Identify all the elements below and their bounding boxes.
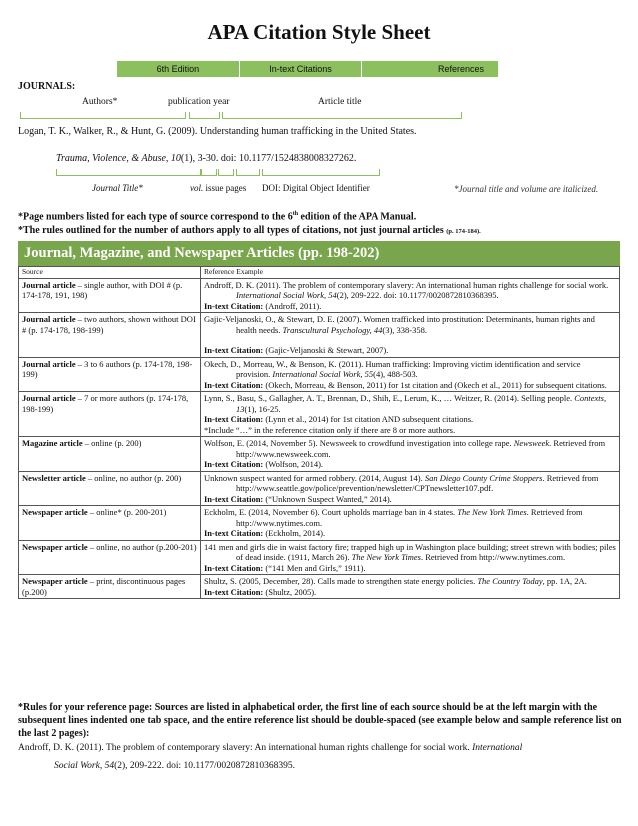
reference-text: Wolfson, E. (2014, November 5). Newsweek to crowdfund investigation into college rape. Newsweek. Retrieved from http://www.newsweek.com. <box>204 438 606 459</box>
table-row <box>19 506 620 541</box>
section-heading: Journal, Magazine, and Newspaper Articles (pp. 198-202) <box>18 241 620 266</box>
intext-citation: In-text Citation: (Wolfson, 2014). <box>204 459 324 469</box>
vol-bracket <box>201 169 217 176</box>
italic-note: *Journal title and volume are italicized. <box>454 184 599 194</box>
example-citation-line2: Trauma, Violence, & Abuse, 10(1), 3-30. doi: 10.1177/1524838008327262. <box>56 153 357 164</box>
reference-cell <box>201 278 620 313</box>
table-row <box>19 357 620 392</box>
reference-text: Gajic-Veljanoski, O., & Stewart, D. E. (2007). Women trafficked into prostitution: Determinants, human rights and health needs. Transcultural Psychology, 44(3), 338-358. <box>204 314 595 335</box>
issue-bracket <box>218 169 234 176</box>
tab-references: References <box>362 61 499 77</box>
source-type: Newspaper article – print, discontinuous pages (p.200) <box>19 575 201 599</box>
tab-bar <box>117 61 499 77</box>
table-body <box>19 278 620 599</box>
reference-cell <box>201 471 620 506</box>
reference-text: Shultz, S. (2005, December, 28). Calls made to strengthen state energy policies. The Country Today, pp. 1A, 2A. <box>204 576 587 586</box>
source-type: Newspaper article – online* (p. 200-201) <box>19 506 201 541</box>
article-title-label: Article title <box>318 97 362 107</box>
authors-bracket <box>20 112 186 119</box>
table-row <box>19 392 620 437</box>
reference-text: 141 men and girls die in waist factory fire; trapped high up in Washington place building; street strewn with bodies; piles of dead inside. (1911, March 26). The New York Times. Retrieved from http://www.nytimes.com. <box>204 541 616 562</box>
reference-text: Androff, D. K. (2011). The problem of contemporary slavery: An international human rights challenge for social work. International Social Work, 54(2), 209-222. doi: 10.1177/0020872810368395. <box>204 279 609 300</box>
note-page-numbers: *Page numbers listed for each type of source correspond to the 6th edition of the APA Manual. <box>18 211 417 223</box>
header-source: Source <box>19 267 201 279</box>
doi-bracket <box>262 169 380 176</box>
table-row <box>19 278 620 313</box>
table-row <box>19 540 620 575</box>
article-bracket <box>222 112 462 119</box>
tab-in-text-citations: In-text Citations <box>240 61 363 77</box>
vol-issue-label: vol. issue pages <box>190 183 247 193</box>
extra-note: *Include “…” in the reference citation only if there are 8 or more authors. <box>204 424 456 435</box>
reference-cell <box>201 575 620 599</box>
source-type: Journal article – 7 or more authors (p. 174-178, 198-199) <box>19 392 201 437</box>
intext-citation: In-text Citation: (Androff, 2011). <box>204 300 322 311</box>
note-authors-rule: *The rules outlined for the number of authors apply to all types of citations, not just journal articles (p. 174-184). <box>18 225 481 236</box>
reference-cell <box>201 357 620 392</box>
intext-citation: In-text Citation: (“141 Men and Girls,” 1911). <box>204 562 366 573</box>
journal-bracket <box>56 169 201 176</box>
pages-bracket <box>236 169 260 176</box>
table-row <box>19 575 620 599</box>
reference-text: Okech, D., Morreau, W., & Benson, K. (2011). Human trafficking: Improving victim identification and service provision. International Social Work, 55(4), 488-503. <box>204 358 581 379</box>
reference-cell <box>201 392 620 437</box>
reference-cell <box>201 540 620 575</box>
authors-label: Authors* <box>82 97 118 107</box>
table-row <box>19 437 620 472</box>
reference-cell <box>201 506 620 541</box>
reference-text: Unknown suspect wanted for armed robbery. (2014, August 14). San Diego County Crime Stoppers. Retrieved from http://www.seattle.gov/police/prevention/newsletter/CPTnewsletter107.pdf. <box>204 472 599 493</box>
intext-citation: In-text Citation: (Lynn et al., 2014) for 1st citation AND subsequent citations. <box>204 414 474 424</box>
pubyear-bracket <box>189 112 220 119</box>
table-row <box>19 471 620 506</box>
reference-example-line1: Androff, D. K. (2011). The problem of contemporary slavery: An international human rights challenge for social work. International <box>18 743 523 753</box>
intext-citation: In-text Citation: (Okech, Morreau, & Benson, 2011) for 1st citation and (Okech et al., 2011) for subsequent citations. <box>204 379 607 390</box>
tab-6th-edition: 6th Edition <box>117 61 240 77</box>
under-labels: Journal Title* <box>92 183 143 193</box>
source-type: Journal article – single author, with DOI # (p. 174-178, 191, 198) <box>19 278 201 313</box>
reference-example-line2: Social Work, 54(2), 209-222. doi: 10.1177/0020872810368395. <box>54 761 296 771</box>
table-row <box>19 313 620 358</box>
source-type: Newspaper article – online, no author (p.200-201) <box>19 540 201 575</box>
intext-citation: In-text Citation: (Shultz, 2005). <box>204 586 317 597</box>
source-type: Newsletter article – online, no author (p. 200) <box>19 471 201 506</box>
source-type: Journal article – 3 to 6 authors (p. 174-178, 198-199) <box>19 357 201 392</box>
reference-cell <box>201 437 620 472</box>
source-type: Magazine article – online (p. 200) <box>19 437 201 472</box>
table-header-row <box>19 267 620 279</box>
source-type: Journal article – two authors, shown without DOI # (p. 174-178, 198-199) <box>19 313 201 358</box>
reference-text: Lynn, S., Basu, S., Gallagher, A. T., Brennan, D., Shih, E., Lerum, K., … Weitzer, R. (2014). Selling people. Contexts, 13(1), 16-25. <box>204 393 607 414</box>
reference-rules: *Rules for your reference page: Sources are listed in alphabetical order, the first line of each source should be at the left margin with the subsequent lines indented one tab space, and the entire reference list should be double-spaced (see example below and sample reference list on the last 2 pages): <box>18 702 622 739</box>
pubyear-label: publication year <box>168 97 230 107</box>
reference-example <box>18 742 622 773</box>
page-title: APA Citation Style Sheet <box>207 20 431 44</box>
reference-table <box>18 266 620 599</box>
intext-citation: In-text Citation: (Eckholm, 2014). <box>204 528 326 538</box>
header-reference-example: Reference Example <box>201 267 620 279</box>
intext-citation: In-text Citation: (Gajic-Veljanoski & Stewart, 2007). <box>204 345 389 355</box>
reference-text: Eckholm, E. (2014, November 6). Court upholds marriage ban in 4 states. The New York Times. Retrieved from http://www.nytimes.com. <box>204 507 583 528</box>
journals-heading: JOURNALS: <box>18 81 76 92</box>
doi-label: DOI: Digital Object Identifier <box>262 183 370 193</box>
intext-citation: In-text Citation: (“Unknown Suspect Wanted,” 2014). <box>204 493 392 504</box>
reference-cell <box>201 313 620 358</box>
example-citation-line1: Logan, T. K., Walker, R., & Hunt, G. (2009). Understanding human trafficking in the United States. <box>18 126 417 137</box>
